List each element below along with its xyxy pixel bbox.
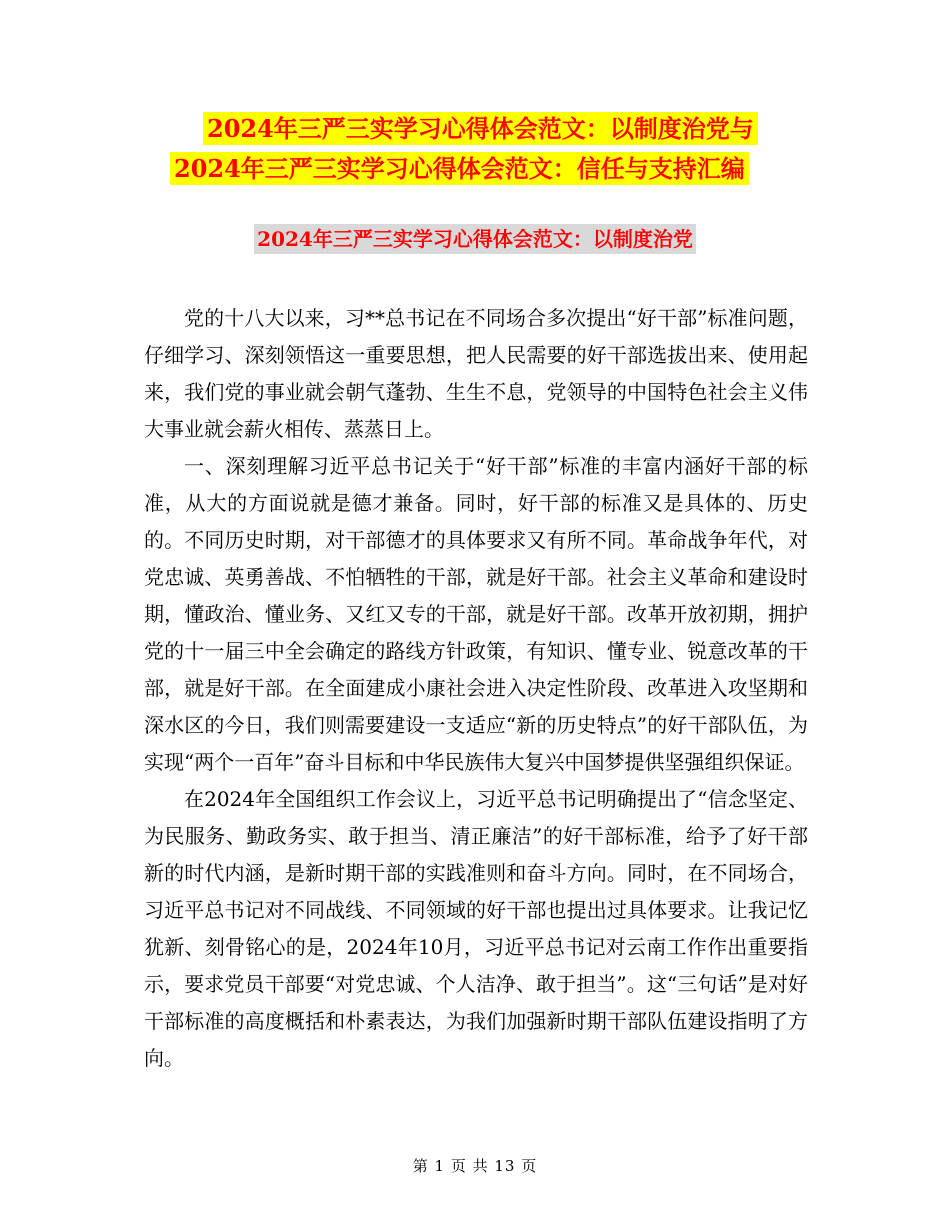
paragraph-3: 在2024年全国组织工作会议上，习近平总书记明确提出了“信念坚定、为民服务、勤政务实、敢于担当、清正廉洁”的好干部标准，给予了好干部新的时代内涵，是新时期干部的实践准则和奋斗方向。同时，在不同场合，习近平总书记对不同战线、不同领域的好干部也提出过具体要求。让我记忆犹新、刻骨铭心的是，2024年10月，习近平总书记对云南工作作出重要指示，要求党员干部要“对党忠诚、个人洁净、敢于担当”。这“三句话”是对好干部标准的高度概括和朴素表达，为我们加强新时期干部队伍建设指明了方向。 bbox=[144, 787, 808, 1070]
section-heading bbox=[0, 224, 950, 254]
document-title bbox=[0, 112, 950, 185]
title-line-1: 2024年三严三实学习心得体会范文：以制度治党与 bbox=[203, 112, 758, 145]
title-line-2: 2024年三严三实学习心得体会范文：信任与支持汇编 bbox=[170, 152, 749, 185]
document-body bbox=[144, 300, 808, 1077]
page-number-footer: 第 1 页 共 13 页 bbox=[412, 1157, 538, 1175]
paragraph-1: 党的十八大以来，习**总书记在不同场合多次提出“好干部”标准问题，仔细学习、深刻领悟这一重要思想，把人民需要的好干部选拔出来、使用起来，我们党的事业就会朝气蓬勃、生生不息，党领导的中国特色社会主义伟大事业就会薪火相传、蒸蒸日上。 bbox=[144, 306, 808, 441]
paragraph-2: 一、深刻理解习近平总书记关于“好干部”标准的丰富内涵好干部的标准，从大的方面说就是德才兼备。同时，好干部的标准又是具体的、历史的。不同历史时期，对干部德才的具体要求又有所不同。革命战争年代，对党忠诚、英勇善战、不怕牺牲的干部，就是好干部。社会主义革命和建设时期，懂政治、懂业务、又红又专的干部，就是好干部。改革开放初期，拥护党的十一届三中全会确定的路线方针政策，有知识、懂专业、锐意改革的干部，就是好干部。在全面建成小康社会进入决定性阶段、改革进入攻坚期和深水区的今日，我们则需要建设一支适应“新的历史特点”的好干部队伍，为实现“两个一百年”奋斗目标和中华民族伟大复兴中国梦提供坚强组织保证。 bbox=[144, 454, 808, 774]
section-heading-text: 2024年三严三实学习心得体会范文：以制度治党 bbox=[254, 224, 696, 254]
